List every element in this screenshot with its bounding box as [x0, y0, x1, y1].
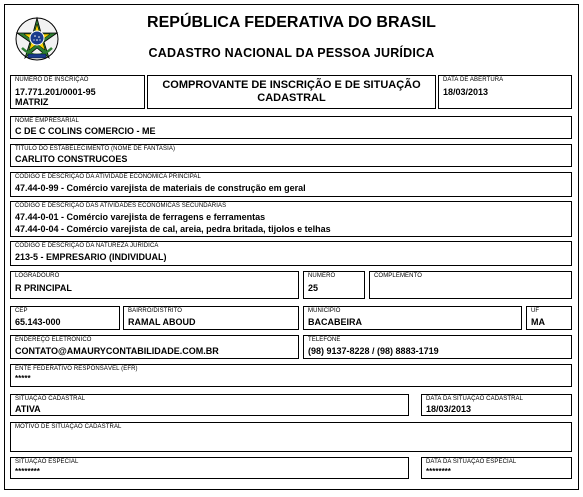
atividade-secundaria-item: 47.44-0-01 - Comércio varejista de ferragens e ferramentas	[15, 212, 266, 222]
situacao-especial-value: ********	[15, 467, 40, 476]
abertura-label: DATA DE ABERTURA	[443, 77, 504, 83]
bairro-label: BAIRRO/DISTRITO	[128, 308, 183, 314]
fantasia-label: TÍTULO DO ESTABELECIMENTO (NOME DE FANTASIA)	[15, 146, 176, 152]
inscricao-box	[10, 75, 145, 109]
efr-box	[10, 364, 572, 387]
telefone-label: TELEFONE	[308, 337, 341, 343]
complemento-box	[369, 271, 572, 299]
email-box	[10, 335, 299, 359]
telefone-box	[303, 335, 572, 359]
efr-label: ENTE FEDERATIVO RESPONSÁVEL (EFR)	[15, 366, 138, 372]
complemento-label: COMPLEMENTO	[374, 273, 422, 279]
uf-box	[526, 306, 572, 330]
cep-box	[10, 306, 120, 330]
abertura-value: 18/03/2013	[443, 87, 489, 97]
data-situacao-label: DATA DA SITUAÇÃO CADASTRAL	[426, 396, 524, 402]
inscricao-type: MATRIZ	[15, 97, 49, 107]
situacao-label: SITUAÇÃO CADASTRAL	[15, 396, 86, 402]
cep-value: 65.143-000	[15, 317, 61, 327]
comprovante-title	[148, 79, 435, 105]
uf-label: UF	[531, 308, 540, 314]
email-value: CONTATO@AMAURYCONTABILIDADE.COM.BR	[15, 346, 219, 356]
cep-label: CEP	[15, 308, 28, 314]
fantasia-value: CARLITO CONSTRUCOES	[15, 154, 128, 164]
nome-empresarial-box	[10, 116, 572, 139]
numero-box	[303, 271, 365, 299]
page-title: REPÚBLICA FEDERATIVA DO BRASIL	[147, 14, 436, 31]
nome-empresarial-label: NOME EMPRESARIAL	[15, 118, 79, 124]
municipio-value: BACABEIRA	[308, 317, 362, 327]
municipio-label: MUNICÍPIO	[308, 308, 341, 314]
motivo-box	[10, 422, 572, 452]
situacao-especial-box	[10, 457, 409, 479]
page-subtitle: CADASTRO NACIONAL DA PESSOA JURÍDICA	[148, 46, 435, 60]
telefone-value: (98) 9137-8228 / (98) 8883-1719	[308, 346, 439, 356]
numero-label: NÚMERO	[308, 273, 336, 279]
atividade-principal-box	[10, 172, 572, 197]
atividades-secundarias-box	[10, 201, 572, 237]
natureza-juridica-box	[10, 241, 572, 266]
efr-value: *****	[15, 374, 31, 383]
data-situacao-especial-box	[421, 457, 572, 479]
natureza-juridica-label: CÓDIGO E DESCRIÇÃO DA NATUREZA JURÍDICA	[15, 243, 159, 249]
uf-value: MA	[531, 317, 545, 327]
nome-empresarial-value: C DE C COLINS COMERCIO - ME	[15, 126, 156, 136]
atividade-principal-label: CÓDIGO E DESCRIÇÃO DA ATIVIDADE ECONÔMICA PRINCIPAL	[15, 174, 201, 180]
abertura-box	[438, 75, 572, 109]
atividade-principal-value: 47.44-0-99 - Comércio varejista de materiais de construção em geral	[15, 183, 306, 193]
inscricao-label: NÚMERO DE INSCRIÇÃO	[15, 77, 89, 83]
motivo-label: MOTIVO DE SITUAÇÃO CADASTRAL	[15, 424, 122, 430]
situacao-especial-label: SITUAÇÃO ESPECIAL	[15, 459, 79, 465]
data-situacao-box	[421, 394, 572, 416]
comprovante-line1: COMPROVANTE DE INSCRIÇÃO E DE SITUAÇÃO	[162, 79, 421, 91]
data-situacao-especial-value: ********	[426, 467, 451, 476]
fantasia-box	[10, 144, 572, 167]
situacao-value: ATIVA	[15, 404, 41, 414]
municipio-box	[303, 306, 522, 330]
numero-value: 25	[308, 283, 319, 293]
data-situacao-especial-label: DATA DA SITUAÇÃO ESPECIAL	[426, 459, 517, 465]
atividades-secundarias-label: CÓDIGO E DESCRIÇÃO DAS ATIVIDADES ECONÔMICAS SECUNDÁRIAS	[15, 203, 227, 209]
logradouro-label: LOGRADOURO	[15, 273, 60, 279]
email-label: ENDEREÇO ELETRÔNICO	[15, 337, 92, 343]
comprovante-box	[147, 75, 436, 109]
atividade-secundaria-item: 47.44-0-04 - Comércio varejista de cal, areia, pedra britada, tijolos e telhas	[15, 224, 331, 234]
logradouro-box	[10, 271, 299, 299]
inscricao-number: 17.771.201/0001-95	[15, 87, 96, 97]
logradouro-value: R PRINCIPAL	[15, 283, 72, 293]
bairro-value: RAMAL ABOUD	[128, 317, 196, 327]
situacao-box	[10, 394, 409, 416]
natureza-juridica-value: 213-5 - EMPRESARIO (INDIVIDUAL)	[15, 252, 167, 262]
bairro-box	[123, 306, 299, 330]
comprovante-line2: CADASTRAL	[257, 92, 326, 104]
data-situacao-value: 18/03/2013	[426, 404, 472, 414]
